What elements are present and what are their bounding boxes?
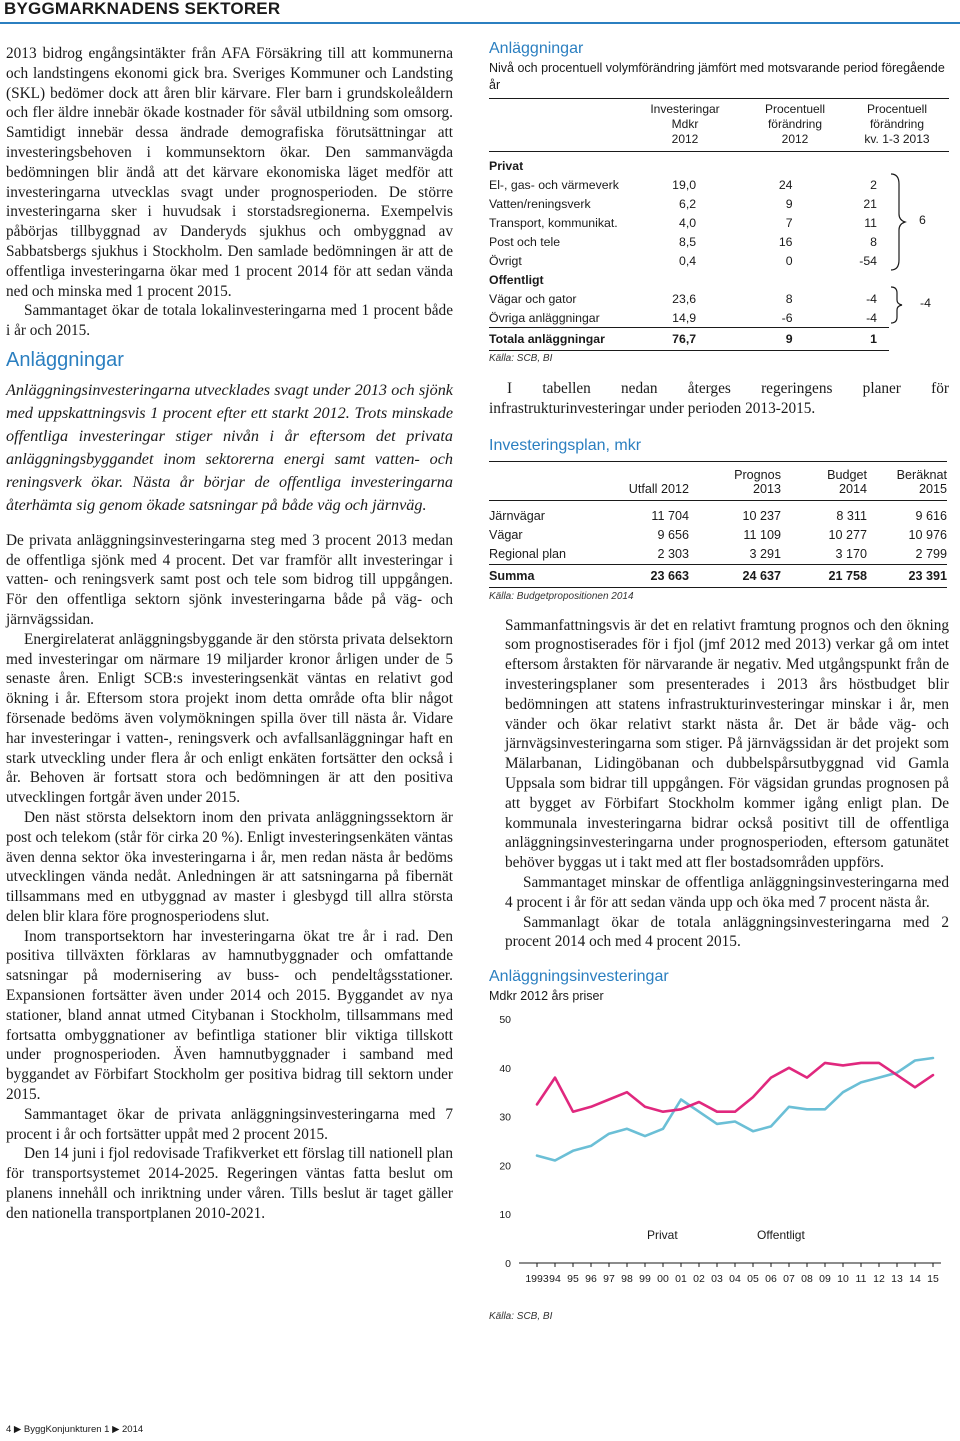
table-row (489, 175, 889, 194)
legend-label: Offentligt (757, 1228, 805, 1243)
x-tick-label: 10 (837, 1273, 849, 1286)
body-paragraph: Sammanfattningsvis är det en relativt framtung prognos och den ökning som prognostiserades för i fjol (jmf 2012 med 2013) verkar gå om intet eftersom årstakten för närvarande är negativ. Med utgångspunkt från de investeringsplaner som presenterades i 2013 års höstbudget blir bedömningen att statens infrastrukturinvesteringar minskar i år, men vänder och ökar relativt starkt nästa år. Det är både väg- och järnvägsinvesteringarna som stiger. På järnvägssidan är det projekt som Mälarbanan, Lidingöbanan och dubbelspårsutbyggnad vid Gamla Uppsala som bidrar till uppgången. För vägsidan grundas prognosen på att bygget av Förbifart Stockholm kommer igång enligt plan. De kommunala investeringarna bidrar också positivt till de offentliga anläggningsinvesteringarna under prognosperioden, eftersom gatunätet behöver byggas ut i takt med att fler bostadsområden uppförs. (505, 616, 949, 872)
row-label: Regional plan (489, 547, 567, 562)
cell-chg13: 21 (863, 196, 877, 211)
cell-chg12: 0 (785, 253, 793, 268)
x-tick-label: 13 (891, 1273, 903, 1286)
body-paragraph: Inom transportsektorn har investeringarna ökat tre år i rad. Den positiva tillväxten förklaras av hamnutbyggnader och omfattande satsningar på modernisering av buss- och pendeltågsstationer. Expansionen fortsätter även under 2014 och 2015. Byggandet av nya stationer, bland annat utmed Citybanan i Stockholm, tillsammans med fortsatta ombyggnationer av befintliga stationer blir viktiga tillskott under prognosperioden. Även hamnutbyggnader i samband med byggandet av Förbifart Stockholm ger positiva bidrag till sektorn under 2015. (6, 927, 453, 1104)
cell-chg13: -54 (859, 253, 877, 268)
table-row (489, 500, 947, 526)
x-tick-label: 14 (909, 1273, 921, 1286)
body-paragraph: Sammantaget ökar de privata anläggningsinvesteringarna med 7 procent i år och fortsätter uppåt med 2 procent 2015. (6, 1105, 453, 1143)
x-tick-label: 95 (567, 1273, 579, 1286)
intro-paragraph: Sammantaget ökar de totala lokalinvesteringarna med 1 procent både i år och 2015. (6, 302, 453, 340)
cell-chg13: 2 (870, 177, 877, 192)
cell-chg12: 16 (778, 234, 793, 249)
row-label: Post och tele (489, 234, 561, 249)
header-line: Procentuell (866, 102, 928, 116)
header-cell (489, 461, 607, 500)
section-header-title: BYGGMARKNADENS SEKTORER (4, 0, 281, 18)
total-row (489, 328, 889, 351)
x-tick-label: 08 (801, 1273, 813, 1286)
header-line: Prognos (734, 467, 781, 482)
header-line: Investeringar (650, 102, 720, 116)
header-line: 2014 (838, 481, 867, 496)
table-row (489, 526, 947, 545)
y-tick-label: 30 (499, 1111, 511, 1124)
header-line: Beräknat (896, 467, 947, 482)
group-label: Privat (489, 158, 524, 173)
cell: 11 109 (743, 528, 781, 543)
page-footer: 4 ▶ ByggKonjunkturen 1 ▶ 2014 (6, 1424, 144, 1435)
x-tick-label: 00 (657, 1273, 669, 1286)
legend-label: Privat (647, 1228, 678, 1243)
header-line: Mdkr (671, 117, 699, 131)
table-source: Källa: SCB, BI (489, 353, 553, 364)
x-tick-label: 04 (729, 1273, 741, 1286)
table-header-cell (747, 102, 843, 147)
bracket-offentligt-value: -4 (920, 296, 931, 310)
cell-inv: 14,9 (672, 310, 697, 325)
cell: 23 663 (650, 568, 689, 583)
section-heading: Anläggningar (6, 348, 124, 371)
header-rule (0, 22, 960, 24)
cell: 3 170 (835, 547, 867, 562)
x-tick-label: 97 (603, 1273, 615, 1286)
x-tick-label: 02 (693, 1273, 705, 1286)
cell: 9 656 (657, 528, 689, 543)
y-tick-label: 10 (499, 1209, 511, 1222)
row-label: Järnvägar (489, 509, 546, 524)
table-header-row (489, 98, 949, 152)
x-tick-label: 06 (765, 1273, 777, 1286)
cell: 8 311 (836, 509, 867, 524)
cell-chg12: 9 (785, 332, 793, 346)
cell: 11 704 (651, 509, 689, 524)
table-header-cell (847, 102, 947, 147)
cell-chg12: 24 (778, 177, 793, 192)
data-table (489, 461, 947, 588)
cell-inv: 6,2 (679, 196, 697, 211)
row-label: El-, gas- och värmeverk (489, 177, 619, 192)
table-anlaggningar (489, 40, 949, 364)
x-tick-label: 07 (783, 1273, 795, 1286)
cell-inv: 23,6 (672, 291, 697, 306)
header-line: Utfall 2012 (628, 481, 689, 496)
group-label: Offentligt (489, 272, 544, 287)
x-tick-label: 99 (639, 1273, 651, 1286)
cell-chg13: 11 (864, 215, 877, 230)
cell: 23 391 (908, 568, 947, 583)
x-tick-label: 98 (621, 1273, 633, 1286)
table-row (489, 289, 889, 308)
cell-inv: 19,0 (672, 177, 697, 192)
table-row (489, 213, 889, 232)
cell: 2 799 (915, 547, 947, 562)
body-paragraph: De privata anläggningsinvesteringarna steg med 3 procent 2013 medan de offentliga sjönk med 4 procent. Det var framför allt investeringar i vatten- och reningsverk samt post och tele som bidrog till uppgången. För den offentliga sektorn sjönk investeringarna både på väg- och järnvägssidan. (6, 531, 453, 628)
table-header-row (489, 461, 947, 500)
body-paragraph: Energirelaterat anläggningsbyggande är den största privata delsektorn med investeringar om närmare 19 miljarder kronor årligen under de 5 senaste åren. Enligt SCB:s investeringsenkät väntas en relativt god ökning i år. Eftersom stora projekt inom detta område ofta blir något försenade bedöms även volymökningen spilla över till nästa år. Vidare har investeringar i vatten-, reningsverk och avfallsanläggningar haft en stark utveckling under flera år och enligt enkäten fortsätter den också i år. Behoven är fortsatt stora och bedömningen är att den positiva utvecklingen fortgår även under 2015. (6, 630, 453, 807)
cell-inv: 0,4 (679, 253, 697, 268)
row-label: Transport, kommunikat. (489, 215, 618, 230)
row-label: Totala anläggningar (489, 332, 605, 346)
body-paragraph: Sammantaget minskar de offentliga anläggningsinvesteringarna med 4 procent i år för att sedan vända upp och öka med 7 procent nästa år. (505, 873, 949, 911)
cell-chg13: 8 (870, 234, 877, 249)
bracket-offentligt (889, 285, 919, 325)
row-label: Vatten/reningsverk (489, 196, 591, 211)
group-row (489, 270, 889, 289)
header-line: förändring (869, 117, 925, 131)
lead-paragraph: Anläggningsinvesteringarna utvecklades svagt under 2013 och sjönk med uppskattningsvis 1 procent efter ett starkt 2012. Trots minskade offentliga investeringar stiger nivån i år eftersom det privata anläggningsbyggandet inom sektorerna energi samt vatten- och reningsverk ökar. Nästa år börjar de offentliga investeringarna återhämta sig genom ökade satsningar på både väg och järnväg. (6, 380, 453, 514)
table-title: Anläggningar (489, 40, 584, 57)
table-source: Källa: Budgetpropositionen 2014 (489, 590, 634, 602)
header-line: kv. 1-3 2013 (864, 132, 930, 146)
y-tick-label: 20 (499, 1160, 511, 1173)
x-tick-label: 96 (585, 1273, 597, 1286)
body-paragraph: Sammanlagt ökar de totala anläggningsinvesteringarna med 2 procent 2014 och med 4 procent 2015. (505, 913, 949, 951)
y-tick-label: 40 (499, 1062, 511, 1075)
x-tick-label: 01 (675, 1273, 687, 1286)
x-tick-label: 94 (549, 1273, 561, 1286)
table-title: Investeringsplan, mkr (489, 436, 642, 454)
cell-chg13: -4 (866, 310, 877, 325)
body-paragraph: Den näst största delsektorn inom den privata anläggningssektorn är post och telekom (står för cirka 20 %). Enligt investeringsenkäten väntas även denna sektor öka investeringarna i år, men redan nästa år bedöms utvecklingen vända nedåt. Anledningen är att satsningarna på fibernät tillsammans med en utbyggnad av master i glesbygd till allra största delen blir klara före prognosperiodens slut. (6, 808, 453, 925)
chart-subtitle: Mdkr 2012 års priser (489, 989, 604, 1004)
left-column (6, 44, 453, 1224)
right-column (489, 40, 949, 1322)
header-line: 2012 (781, 132, 809, 146)
row-label: Övrigt (489, 253, 522, 268)
bracket-privat-value: 6 (919, 213, 926, 227)
cell-inv: 8,5 (679, 234, 697, 249)
row-label: Övriga anläggningar (489, 310, 600, 325)
cell-chg13: -4 (866, 291, 877, 306)
cell-chg12: 9 (785, 196, 793, 211)
mid-paragraph: I tabellen nedan återges regeringens planer för infrastrukturinvesteringar under perioden 2013-2015. (489, 380, 949, 417)
cell: 24 637 (742, 568, 781, 583)
body-paragraph: Den 14 juni i fjol redovisade Trafikverket ett förslag till nationell plan för transportsystemet 2014-2025. Regeringen väntas fatta beslut om planens innehåll och inriktning under våren. Tills beslut är taget gäller den nationella transportplanen 2010-2021. (6, 1145, 453, 1222)
table-row (489, 308, 889, 328)
y-tick-label: 50 (499, 1014, 511, 1027)
header-cell (607, 461, 689, 500)
cell-chg12: 8 (785, 291, 793, 306)
x-tick-label: 09 (819, 1273, 831, 1286)
x-tick-label: 15 (927, 1273, 939, 1286)
data-table (489, 156, 889, 351)
intro-paragraph: 2013 bidrog engångsintäkter från AFA Försäkring till att kommunerna och landstingens ekonomi gick bra. Sveriges Kommuner och Landsting (SKL) bedömer dock att åren blir kärvare. Fler barn i grundskoleåldern och fler äldre innebär ökade kostnader för såväl utbildning som omsorg. Samtidigt innebär dessa ändrade demografiska förutsättningar att investeringsbehoven i kommunsektorn ökar. Den sammanvägda bedömningen blir ändå att det kärvare ekonomiska läget medför att investeringarna utvecklas svagt under prognosperioden. De större investeringarna sker i huvudsak i storstadsregionerna. Exempelvis påbörjas tillbyggnad av Danderyds sjukhus och ombyggnad av Sabbatsbergs sjukhus i Stockholm. Den samlade bedömningen är att de offentliga investeringarna ökar med 1 procent 2014 för att sedan vända ned och minska med 1 procent 2015. (6, 45, 453, 300)
header-line: Procentuell (764, 102, 826, 116)
y-tick-label: 0 (505, 1258, 511, 1271)
header-line: 2015 (918, 481, 947, 496)
cell-chg12: 7 (785, 215, 793, 230)
x-tick-label: 11 (855, 1273, 867, 1286)
x-tick-label: 12 (873, 1273, 885, 1286)
cell: 3 291 (749, 547, 781, 562)
row-label: Vägar (489, 528, 523, 543)
header-cell (781, 461, 867, 500)
table-row (489, 194, 889, 213)
series-line-offentligt (537, 1063, 933, 1112)
group-row (489, 156, 889, 175)
table-subtitle: Nivå och procentuell volymförändring jämfört med motsvarande period föregående år (489, 61, 945, 92)
header-cell (689, 461, 781, 500)
header-line: 2012 (671, 132, 699, 146)
sum-row (489, 564, 947, 587)
cell: 10 277 (828, 528, 867, 543)
header-line: förändring (767, 117, 823, 131)
chart-title: Anläggningsinvesteringar (489, 968, 669, 986)
bracket-privat (889, 172, 919, 272)
cell: 10 237 (742, 509, 781, 524)
table-header-cell (637, 102, 733, 147)
header-line: 2013 (752, 481, 781, 496)
cell-chg13: 1 (870, 332, 877, 346)
page-header (0, 0, 960, 22)
header-line: Budget (827, 467, 867, 482)
right-text (489, 616, 949, 953)
x-tick-label: 03 (711, 1273, 723, 1286)
cell: 10 976 (908, 528, 947, 543)
x-tick-label: 1993 (525, 1273, 549, 1286)
table-row (489, 545, 947, 565)
row-label: Vägar och gator (489, 291, 577, 306)
cell: 2 303 (657, 547, 689, 562)
cell-inv: 76,7 (672, 332, 697, 346)
line-chart (489, 1011, 949, 1311)
chart-source: Källa: SCB, BI (489, 1311, 553, 1323)
header-cell (867, 461, 947, 500)
table-investeringsplan (489, 437, 949, 602)
cell: 9 616 (915, 509, 947, 524)
cell-chg12: -6 (781, 310, 793, 325)
series-line-privat (537, 1058, 933, 1161)
table-row (489, 232, 889, 251)
row-label: Summa (489, 568, 535, 583)
chart-anlaggningsinvesteringar (489, 968, 949, 1322)
x-tick-label: 05 (747, 1273, 759, 1286)
cell: 21 758 (828, 568, 867, 583)
table-row (489, 251, 889, 270)
cell-inv: 4,0 (679, 215, 697, 230)
